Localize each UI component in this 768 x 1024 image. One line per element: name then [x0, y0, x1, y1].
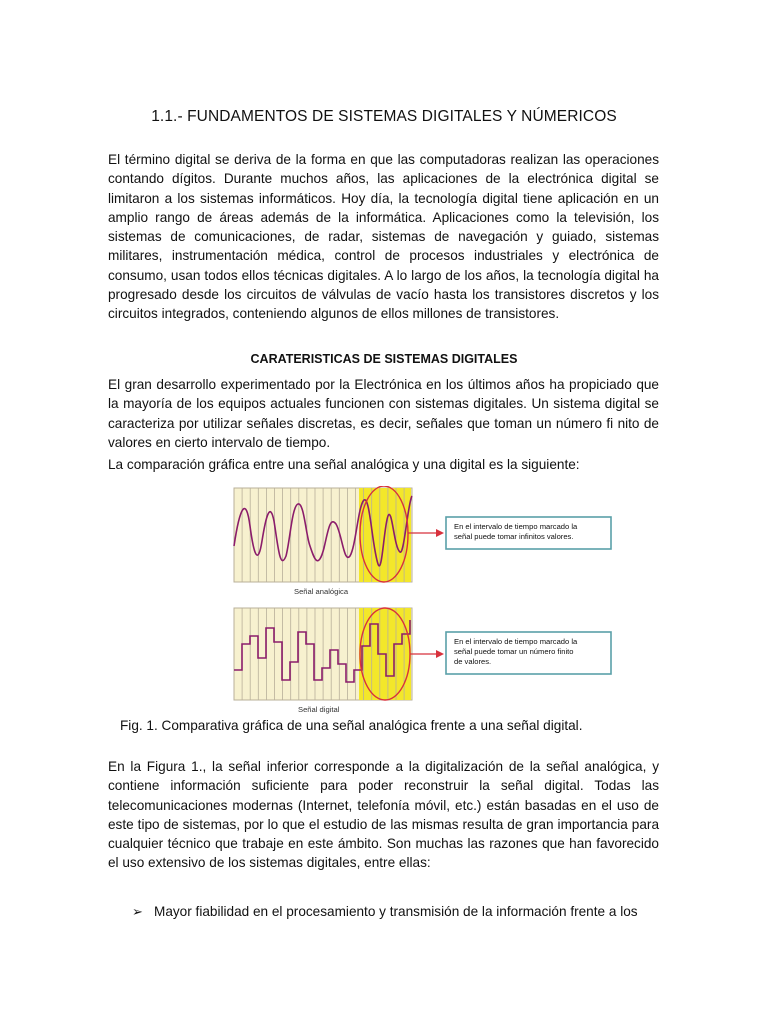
section-heading: CARATERISTICAS DE SISTEMAS DIGITALES [250, 352, 518, 366]
digital-arrowhead [436, 650, 444, 658]
signal-comparison-figure [232, 486, 622, 716]
page-title: 1.1.- FUNDAMENTOS DE SISTEMAS DIGITALES Y NÚMERICOS [151, 108, 617, 125]
digital-note-line2: señal puede tomar un número finito [454, 647, 574, 656]
digital-note-line1: En el intervalo de tiempo marcado la [454, 637, 578, 646]
analog-arrowhead [436, 529, 444, 537]
bullet-text: Mayor fiabilidad en el procesamiento y transmisión de la información frente a los [154, 904, 638, 919]
figure-caption: Fig. 1. Comparativa gráfica de una señal analógica frente a una señal digital. [120, 718, 583, 733]
intro-paragraph: El término digital se deriva de la forma en que las computadoras realizan las operaciones contando dígitos. Durante muchos años, las aplicaciones de la electrónica digital se limitaron a los sistemas informáticos. Hoy día, la tecnología digital tiene aplicación en un amplio rango de áreas además de la informática. Aplicaciones como la televisión, los sistemas de comunicaciones, de radar, sistemas de navegación y guiado, sistemas militares, instrumentación médica, control de procesos industriales y electrónica de consumo, usan todos ellos técnicas digitales. A lo largo de los años, la tecnología digital ha progresado desde los circuitos de válvulas de vacío hasta los transistores discretos y los circuitos integrados, conteniendo algunos de ellos millones de transistores. [108, 152, 659, 322]
characteristics-paragraph: El gran desarrollo experimentado por la Electrónica en los últimos años ha propiciado que la mayoría de los equipos actuales funcionen con sistemas digitales. Un sistema digital se caracteriza por utilizar señales discretas, es decir, señales que toman un número fi nito de valores en cierto intervalo de tiempo. [108, 377, 659, 450]
figure-explanation-paragraph: En la Figura 1., la señal inferior corresponde a la digitalización de la señal analógica, y contiene información suficiente para poder reconstruir la señal digital. Todas las telecomunicaciones modernas (Internet, telefonía móvil, etc.) están basadas en el uso de este tipo de sistemas, por lo que el estudio de las mismas resulta de gran importancia para cualquier técnico que trabaje en este ámbito. Son muchas las razones que han favorecido el uso extensivo de los sistemas digitales, entre ellas: [108, 759, 659, 871]
signal-figure-svg [232, 486, 622, 716]
analog-panel [234, 486, 611, 596]
arrow-bullet-icon: ➢ [132, 904, 143, 919]
analog-label: Señal analógica [294, 587, 349, 596]
analog-note-line2: señal puede tomar infinitos valores. [454, 532, 574, 541]
analog-note-line1: En el intervalo de tiempo marcado la [454, 522, 578, 531]
list-item [132, 902, 660, 921]
digital-panel [234, 608, 611, 714]
digital-note-line3: de valores. [454, 657, 492, 666]
digital-label: Señal digital [298, 705, 340, 714]
comparison-intro: La comparación gráfica entre una señal analógica y una digital es la siguiente: [108, 457, 580, 472]
